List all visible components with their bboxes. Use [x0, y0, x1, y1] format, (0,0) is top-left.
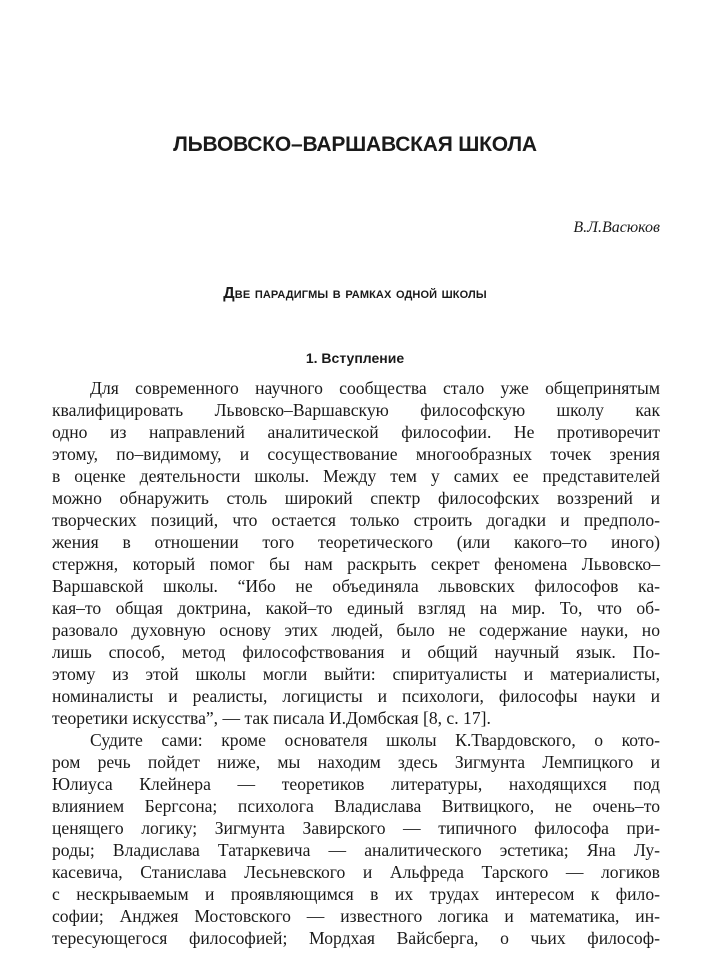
text-line: жения в отношении того теоретического (или какого–то иного) — [52, 532, 660, 552]
text-line: творческих позиций, что остается только строить догадки и предполо- — [52, 510, 660, 530]
text-line: этому, по–видимому, и сосуществование многообразных точек зрения — [52, 444, 660, 464]
text-line: ценящего логику; Зигмунта Завирского — типичного философа при- — [52, 818, 660, 838]
text-line: этому из этой школы могли выйти: спиритуалисты и материалисты, — [52, 664, 660, 684]
text-line: ром речь пойдет ниже, мы находим здесь Зигмунта Лемпицкого и — [52, 752, 660, 772]
body-text — [52, 377, 660, 949]
text-line: Варшавской школы. “Ибо не объединяла львовских философов ка- — [52, 576, 660, 596]
text-line: роды; Владислава Татаркевича — аналитического эстетика; Яна Лу- — [52, 840, 660, 860]
article-subtitle: Две парадигмы в рамках одной школы — [223, 285, 487, 302]
paragraph — [52, 729, 660, 949]
text-line: Для современного научного сообщества стало уже общепринятым — [90, 378, 660, 398]
page-title: ЛЬВОВСКО–ВАРШАВСКАЯ ШКОЛА — [173, 133, 537, 156]
text-line: Юлиуса Клейнера — теоретиков литературы, находящихся под — [52, 774, 660, 794]
paragraph — [52, 377, 660, 729]
text-line: тересующегося философией; Мордхая Вайсберга, о чьих философ- — [52, 928, 660, 948]
text-line: теоретики искусства”, — так писала И.Домбская [8, с. 17]. — [52, 708, 491, 728]
author-name: В.Л.Васюков — [573, 219, 660, 236]
text-line: стержня, который помог бы нам раскрыть секрет феномена Львовско– — [52, 554, 660, 574]
text-line: с нескрываемым и проявляющимся в их трудах интересом к фило- — [52, 884, 660, 904]
text-line: касевича, Станислава Лесьневского и Альфреда Тарского — логиков — [52, 862, 660, 882]
text-line: софии; Анджея Мостовского — известного логика и математика, ин- — [52, 906, 660, 926]
text-line: можно обнаружить столь широкий спектр философских воззрений и — [52, 488, 660, 508]
text-line: в оценке деятельности школы. Между тем у самих ее представителей — [52, 466, 660, 486]
text-line: номиналисты и реалисты, логицисты и психологи, философы науки и — [52, 686, 660, 706]
section-heading: 1. Вступление — [305, 350, 405, 366]
text-line: одно из направлений аналитической философии. Не противоречит — [52, 422, 660, 442]
text-line: кая–то общая доктрина, какой–то единый взгляд на мир. То, что об- — [52, 598, 660, 618]
text-line: влиянием Бергсона; психолога Владислава Витвицкого, не очень–то — [52, 796, 660, 816]
text-line: лишь способ, метод философствования и общий научный язык. По- — [52, 642, 660, 662]
text-line: Судите сами: кроме основателя школы К.Твардовского, о кото- — [90, 730, 660, 750]
text-line: разовало духовную основу этих людей, было не содержание науки, но — [52, 620, 660, 640]
text-line: квалифицировать Львовско–Варшавскую философскую школу как — [52, 400, 660, 420]
